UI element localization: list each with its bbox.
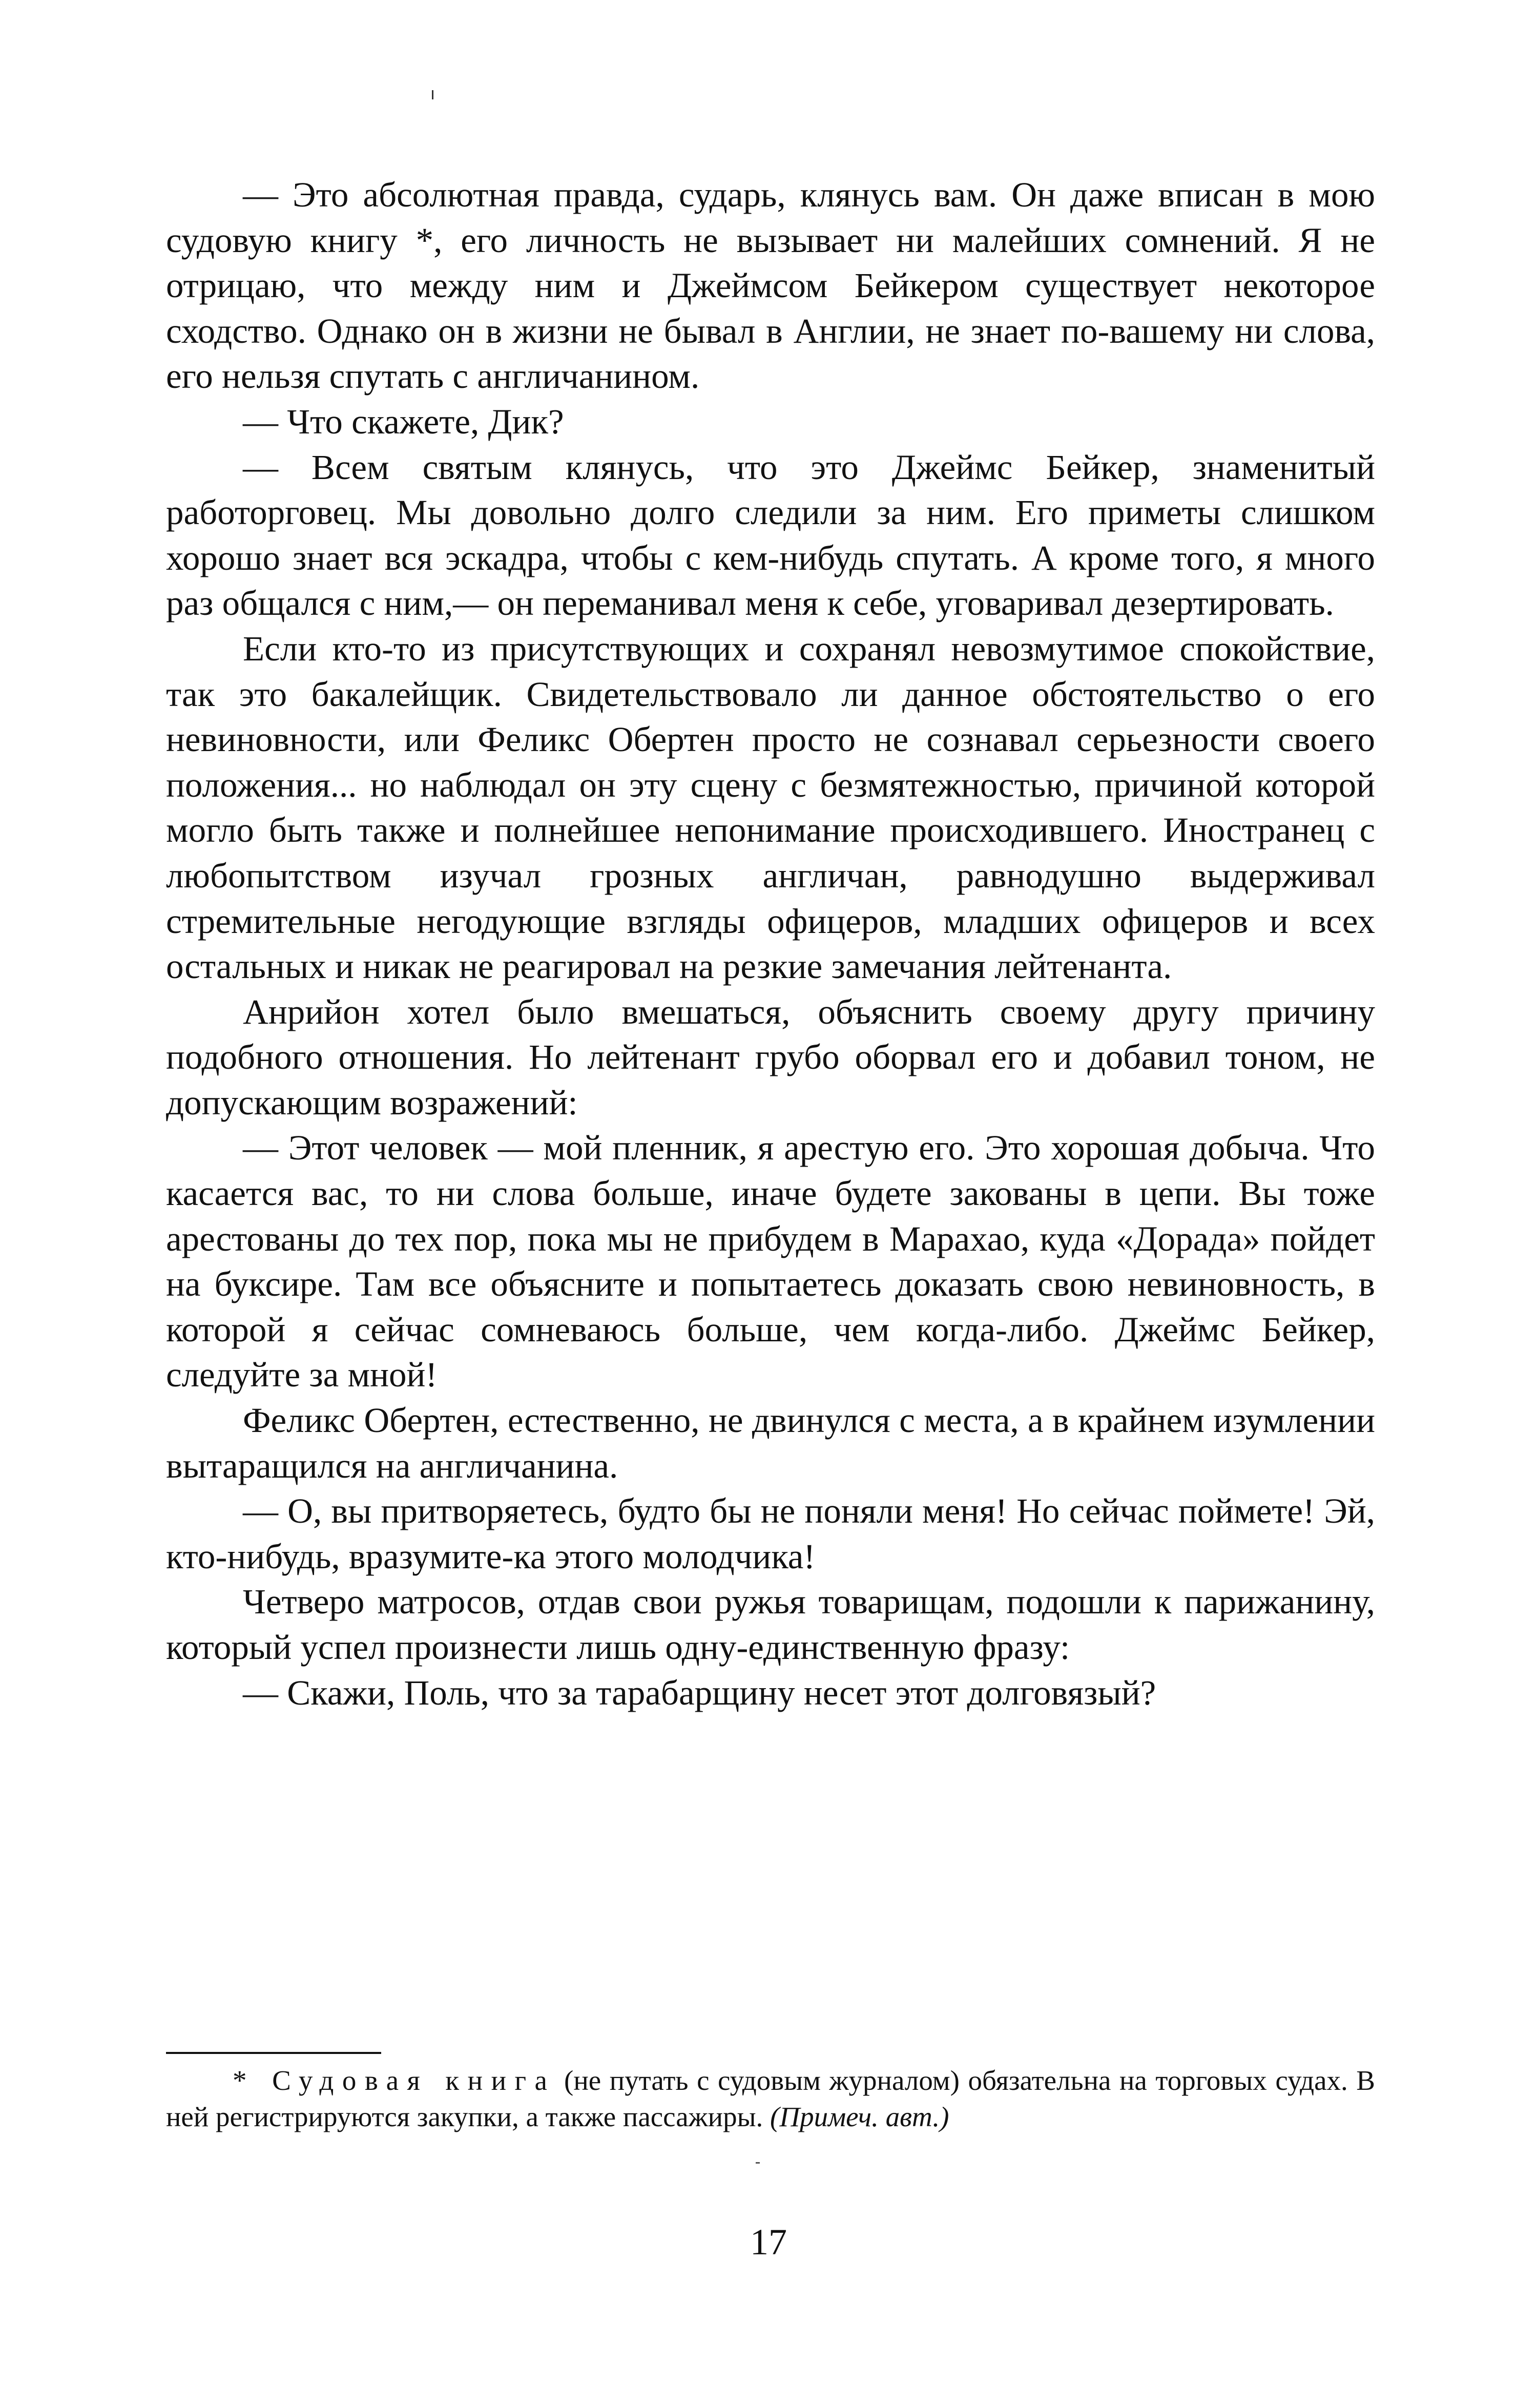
top-print-mark [432, 90, 433, 99]
paragraph: Анрийон хотел было вмешаться, объяснить своему другу причину подобного отношения. Но лейтенант грубо оборвал его и добавил тоном, не допускающим возражений: [166, 992, 1375, 1122]
paragraph: — Скажи, Поль, что за тарабарщину несет этот долговязый? [243, 1673, 1156, 1712]
footnote-divider [166, 2052, 381, 2054]
main-text [166, 172, 1375, 1715]
footnote-marker: * Судовая книга [233, 2065, 556, 2096]
paragraph: Четверо матросов, отдав свои ружья товарищам, подошли к парижанину, который успел произнести лишь одну-единственную фразу: [166, 1582, 1375, 1667]
page-number: 17 [750, 2222, 787, 2262]
footnote-text: (не путать с судовым журналом) обязательна на торговых судах. В ней регистрируются закупки, а также пассажиры. [166, 2065, 1375, 2132]
paragraph: Если кто-то из присутствующих и сохранял невозмутимое спокойствие, так это бакалейщик. Свидетельствовало ли данное обстоятельство о его невиновности, или Феликс Обертен просто не сознавал серьезности своего положения... но наблюдал он эту сцену с безмятежностью, причиной которой могло быть также и полнейшее непонимание происходившего. Иностранец с любопытством изучал грозных англичан, равнодушно выдерживал стремительные негодующие взгляды офицеров, младших офицеров и всех остальных и никак не реагировал на резкие замечания лейтенанта. [166, 629, 1375, 986]
stray-print-mark [756, 2162, 760, 2164]
paragraph: — Это абсолютная правда, сударь, клянусь вам. Он даже вписан в мою судовую книгу *, его личность не вызывает ни малейших сомнений. Я не отрицаю, что между ним и Джеймсом Бейкером существует некоторое сходство. Однако он в жизни не бывал в Англии, не знает по-вашему ни слова, его нельзя спутать с англичанином. [166, 175, 1375, 396]
paragraph: — Что скажете, Дик? [243, 402, 564, 441]
footnote [166, 2062, 1375, 2135]
paragraph: — О, вы притворяетесь, будто бы не поняли меня! Но сейчас поймете! Эй, кто-нибудь, вразумите-ка этого молодчика! [166, 1491, 1375, 1576]
paragraph: — Всем святым клянусь, что это Джеймс Бейкер, знаменитый работорговец. Мы довольно долго следили за ним. Его приметы слишком хорошо знает вся эскадра, чтобы с кем-нибудь спутать. А кроме того, я много раз общался с ним,— он переманивал меня к себе, уговаривал дезертировать. [166, 447, 1375, 623]
footnote-author-note: (Примеч. авт.) [770, 2101, 949, 2132]
paragraph: — Этот человек — мой пленник, я арестую его. Это хорошая добыча. Что касается вас, то ни слова больше, иначе будете закованы в цепи. Вы тоже арестованы до тех пор, пока мы не прибудем в Марахао, куда «Дорада» пойдет на буксире. Там все объясните и попытаетесь доказать свою невиновность, в которой я сейчас сомневаюсь больше, чем когда-либо. Джеймс Бейкер, следуйте за мной! [166, 1128, 1375, 1395]
paragraph: Феликс Обертен, естественно, не двинулся с места, а в крайнем изумлении вытаращился на англичанина. [166, 1401, 1375, 1485]
